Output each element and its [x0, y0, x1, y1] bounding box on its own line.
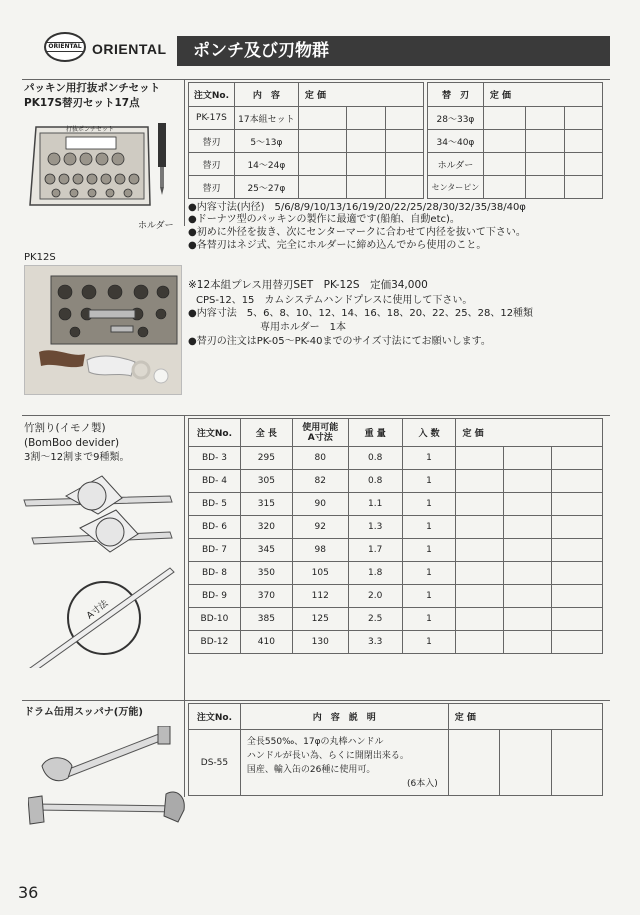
cell-price [504, 585, 552, 608]
cell-length: 305 [240, 470, 292, 493]
section2-label: PK12S [24, 252, 56, 263]
pk12s-line: ●内容寸法 5、6、8、10、12、14、16、18、20、22、25、28、12種類 [188, 308, 534, 319]
cell-a-dimension: 125 [292, 608, 348, 631]
page-number: 36 [18, 883, 39, 902]
cell-price [552, 562, 603, 585]
header-blade: 替 刃 [428, 83, 484, 107]
cell-price [504, 447, 552, 470]
cell-price [552, 585, 603, 608]
cell-a-dimension: 82 [292, 470, 348, 493]
cell-price [298, 130, 346, 153]
cell-quantity: 1 [402, 470, 456, 493]
cell-price [552, 493, 603, 516]
holder-label: ホルダー [138, 221, 174, 231]
cell-quantity: 1 [402, 631, 456, 654]
note-line: ●初めに外径を抜き、次にセンターマークに合わせて内径を抜いて下さい。 [188, 227, 526, 238]
cell-length: 295 [240, 447, 292, 470]
table-row [189, 585, 603, 608]
cell-weight: 1.8 [348, 562, 402, 585]
cell-content: 14〜24φ [234, 153, 298, 176]
cell-weight: 1.7 [348, 539, 402, 562]
cell-blade: 28〜33φ [428, 107, 484, 130]
pk12s-title: ※12本組プレス用替刃SET PK-12S 定価34,000 [188, 279, 428, 291]
cell-length: 410 [240, 631, 292, 654]
cell-order-no: BD- 9 [189, 585, 241, 608]
cell-order-no: BD- 4 [189, 470, 241, 493]
cell-price [298, 176, 346, 199]
section-divider [22, 79, 610, 80]
cell-order-no: 替刃 [189, 176, 235, 199]
cell-blade: ホルダー [428, 153, 484, 176]
header-order-no: 注文No. [189, 704, 241, 730]
cell-order-no: BD- 3 [189, 447, 241, 470]
brand-name: ORIENTAL [92, 41, 167, 57]
cell-weight: 2.0 [348, 585, 402, 608]
cell-price [552, 516, 603, 539]
cell-order-no: 替刃 [189, 130, 235, 153]
table-row [189, 447, 603, 470]
cell-a-dimension: 98 [292, 539, 348, 562]
oriental-logo: ORIENTAL [44, 32, 86, 62]
header-description: 内 容 説 明 [240, 704, 448, 730]
cell-price [456, 539, 504, 562]
cell-price [504, 539, 552, 562]
cell-quantity: 1 [402, 585, 456, 608]
cell-length: 370 [240, 585, 292, 608]
header-price: 定 価 [456, 419, 603, 447]
qty-note: (6本入) [406, 778, 438, 789]
cell-content: 5〜13φ [234, 130, 298, 153]
cell-order-no: BD-10 [189, 608, 241, 631]
cell-quantity: 1 [402, 539, 456, 562]
section1-title-line2: PK17S替刃セット17点 [24, 97, 140, 109]
section4-title: ドラム缶用スッパナ(万能) [24, 707, 143, 718]
cell-weight: 2.5 [348, 608, 402, 631]
cell-blade: 34〜40φ [428, 130, 484, 153]
header-content: 内 容 [234, 83, 298, 107]
cell-price [298, 153, 346, 176]
section1-divider [184, 79, 185, 226]
page-title: ポンチ及び刃物群 [177, 36, 610, 66]
dim-label: A寸法 [85, 598, 111, 622]
cell-weight: 1.1 [348, 493, 402, 516]
section4-divider [184, 700, 185, 797]
cell-order-no: BD- 8 [189, 562, 241, 585]
cell-order-no: PK-17S [189, 107, 235, 130]
section1-title-line1: パッキン用打抜ポンチセット [24, 82, 161, 94]
cell-length: 320 [240, 516, 292, 539]
cell-a-dimension: 90 [292, 493, 348, 516]
header-weight: 重 量 [348, 419, 402, 447]
cell-length: 350 [240, 562, 292, 585]
header-length: 全 長 [240, 419, 292, 447]
cell-quantity: 1 [402, 447, 456, 470]
header-quantity: 入 数 [402, 419, 456, 447]
section-divider [22, 700, 610, 701]
cell-weight: 0.8 [348, 447, 402, 470]
cell-price [552, 470, 603, 493]
section3-divider [184, 415, 185, 700]
cell-price [552, 608, 603, 631]
cell-price [504, 631, 552, 654]
cell-order-no: BD- 6 [189, 516, 241, 539]
box-label: 打抜ポンチセット [66, 126, 114, 133]
header-order-no: 注文No. [189, 419, 241, 447]
cell-quantity: 1 [402, 516, 456, 539]
section3-title-line1: 竹割り(イモノ製) [24, 422, 106, 434]
cell-price [456, 470, 504, 493]
cell-length: 345 [240, 539, 292, 562]
cell-a-dimension: 130 [292, 631, 348, 654]
note-line: ●ドーナツ型のパッキンの製作に最適です(船舶、自動etc)。 [188, 214, 460, 225]
note-line: ●内容寸法(内径) 5/6/8/9/10/13/16/19/20/22/25/28/30/32/35/38/40φ [188, 202, 526, 213]
holder-image [155, 123, 169, 195]
bamboo-divider-image [20, 468, 184, 668]
cell-quantity: 1 [402, 608, 456, 631]
cell-price [504, 608, 552, 631]
cell-a-dimension: 80 [292, 447, 348, 470]
note-line: ●各替刃はネジ式、完全にホルダーに締め込んでから使用のこと。 [188, 240, 487, 251]
section-divider [22, 415, 610, 416]
table-row [189, 470, 603, 493]
cell-a-dimension: 112 [292, 585, 348, 608]
cell-order-no: BD-12 [189, 631, 241, 654]
cell-price [298, 107, 346, 130]
table-row [189, 631, 603, 654]
cell-price [456, 447, 504, 470]
cell-length: 385 [240, 608, 292, 631]
cell-order-no: 替刃 [189, 153, 235, 176]
cell-weight: 1.3 [348, 516, 402, 539]
pk12s-image [24, 265, 182, 395]
cell-order-no: BD- 5 [189, 493, 241, 516]
cell-price [456, 585, 504, 608]
cell-a-dimension: 92 [292, 516, 348, 539]
table-row [189, 562, 603, 585]
cell-price [456, 562, 504, 585]
header-price: 定 価 [448, 704, 602, 730]
cell-price [456, 608, 504, 631]
table-row [189, 539, 603, 562]
table-row [189, 608, 603, 631]
header-order-no: 注文No. [189, 83, 235, 107]
cell-price [552, 631, 603, 654]
punch-price-table [188, 82, 424, 199]
cell-a-dimension: 105 [292, 562, 348, 585]
pk12s-line: CPS-12、15 カムシステムハンドプレスに使用して下さい。 [196, 295, 473, 306]
cell-price [552, 539, 603, 562]
table-row [189, 516, 603, 539]
section3-title-line3: 3割〜12割まで9種類。 [24, 452, 130, 463]
cell-price [504, 470, 552, 493]
cell-order-no: BD- 7 [189, 539, 241, 562]
cell-content: 25〜27φ [234, 176, 298, 199]
cell-blade: センターピン [428, 176, 484, 199]
cell-description: 全長550‰、17φの丸棒ハンドル ハンドルが長い為、らくに開閉出来る。 国産、輸入缶の26種に使用可。 (6本入) [240, 730, 448, 796]
cell-content: 17本組セット [234, 107, 298, 130]
section3-title-line2: (BomBoo devider) [24, 437, 120, 449]
drum-spanner-image [28, 726, 188, 834]
bamboo-divider-table [188, 418, 603, 654]
pk12s-line: 専用ホルダー 1本 [260, 322, 346, 333]
pk12s-line: ●替刃の注文はPK-05〜PK-40までのサイズ寸法にてお願いします。 [188, 336, 491, 347]
cell-price [504, 516, 552, 539]
cell-price [552, 447, 603, 470]
cell-length: 315 [240, 493, 292, 516]
header-a-dimension: 使用可能 A寸法 [292, 419, 348, 447]
cell-price [504, 562, 552, 585]
cell-quantity: 1 [402, 493, 456, 516]
cell-quantity: 1 [402, 562, 456, 585]
replacement-blade-table [427, 82, 603, 199]
drum-spanner-table [188, 703, 603, 796]
cell-weight: 0.8 [348, 470, 402, 493]
cell-order-no: DS-55 [189, 730, 241, 796]
header-price: 定 価 [483, 83, 602, 107]
cell-weight: 3.3 [348, 631, 402, 654]
header-price: 定 価 [298, 83, 423, 107]
table-row [189, 493, 603, 516]
cell-price [504, 493, 552, 516]
cell-price [456, 631, 504, 654]
cell-price [456, 516, 504, 539]
cell-price [456, 493, 504, 516]
